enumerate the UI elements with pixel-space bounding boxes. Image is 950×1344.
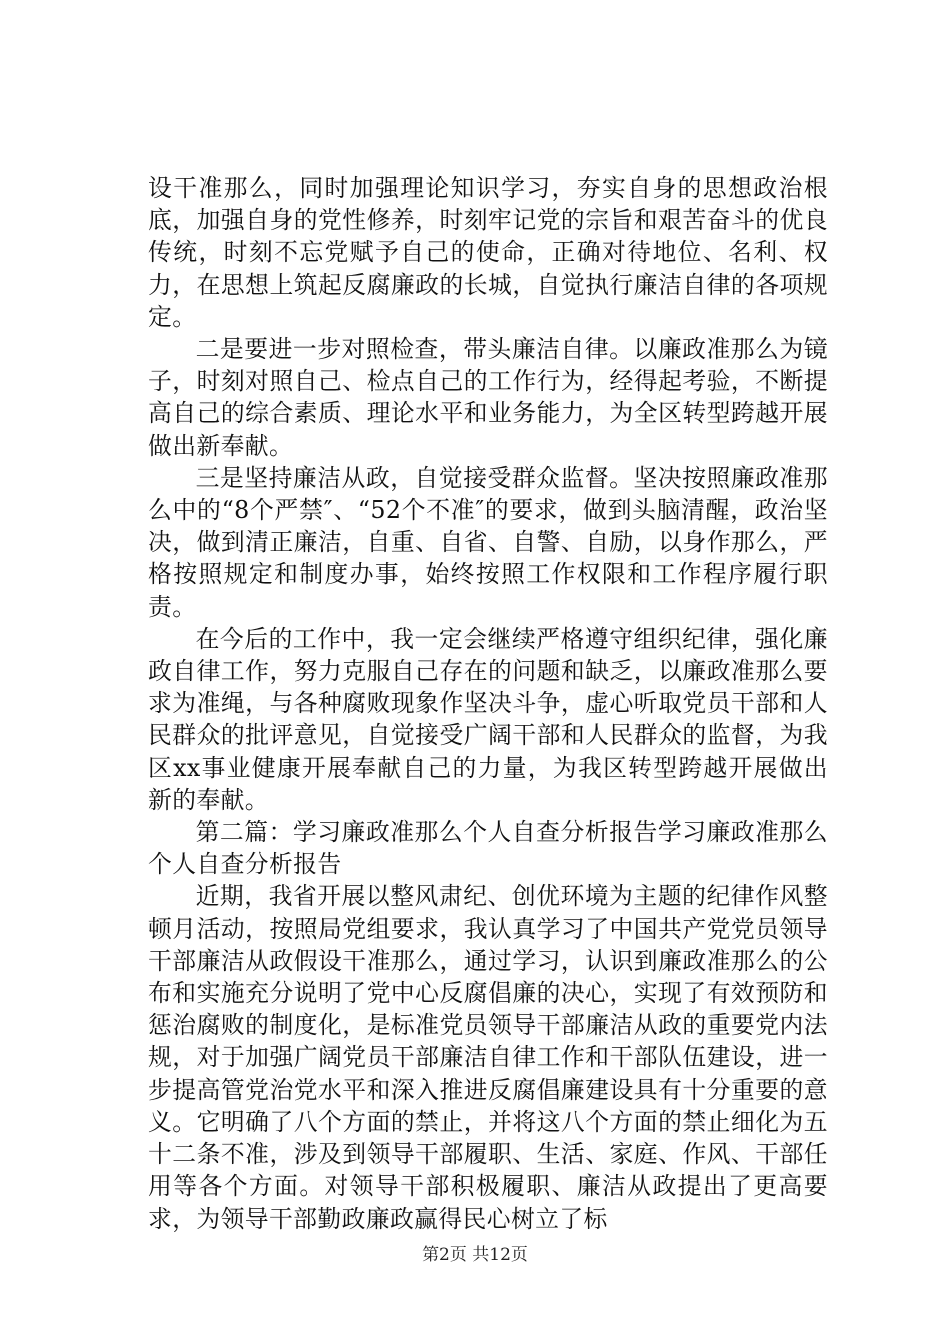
paragraph-continuation: 设干准那么，同时加强理论知识学习，夯实自身的思想政治根底，加强自身的党性修养，时刻牢记党的宗旨和艰苦奋斗的优良传统，时刻不忘党赋予自己的使命，正确对待地位、名利、权力，在思想上筑起反腐廉政的长城，自觉执行廉洁自律的各项规定。: [148, 174, 828, 331]
paragraph-conclusion: 在今后的工作中，我一定会继续严格遵守组织纪律，强化廉政自律工作，努力克服自己存在的问题和缺乏，以廉政准那么要求为准绳，与各种腐败现象作坚决斗争，虚心听取党员干部和人民群众的批评意见，自觉接受广阔干部和人民群众的监督，为我区xx事业健康开展奉献自己的力量，为我区转型跨越开展做出新的奉献。: [148, 624, 828, 814]
document-body: [148, 172, 828, 1235]
paragraph-introduction: 近期，我省开展以整风肃纪、创优环境为主题的纪律作风整顿月活动，按照局党组要求，我认真学习了中国共产党党员领导干部廉洁从政假设干准那么，通过学习，认识到廉政准那么的公布和实施充分说明了党中心反腐倡廉的决心，实现了有效预防和惩治腐败的制度化，是标准党员领导干部廉洁从政的重要党内法规，对于加强广阔党员干部廉洁自律工作和干部队伍建设，进一步提高管党治党水平和深入推进反腐倡廉建设具有十分重要的意义。它明确了八个方面的禁止，并将这八个方面的禁止细化为五十二条不准，涉及到领导干部履职、生活、家庭、作风、干部任用等各个方面。对领导干部积极履职、廉洁从政提出了更高要求，为领导干部勤政廉政赢得民心树立了标: [148, 882, 828, 1233]
section-heading: 第二篇：学习廉政准那么个人自查分析报告学习廉政准那么个人自查分析报告: [148, 818, 828, 879]
paragraph-point-three: 三是坚持廉洁从政，自觉接受群众监督。坚决按照廉政准那么中的“8个严禁″、“52个不准″的要求，做到头脑清醒，政治坚决，做到清正廉洁，自重、自省、自警、自励，以身作那么，严格按照规定和制度办事，始终按照工作权限和工作程序履行职责。: [148, 463, 828, 621]
page-number-footer: 第2页 共12页: [422, 1245, 528, 1265]
paragraph-point-two: 二是要进一步对照检查，带头廉洁自律。以廉政准那么为镜子，时刻对照自己、检点自己的工作行为，经得起考验，不断提高自己的综合素质、理论水平和业务能力，为全区转型跨越开展做出新奉献。: [148, 335, 828, 460]
